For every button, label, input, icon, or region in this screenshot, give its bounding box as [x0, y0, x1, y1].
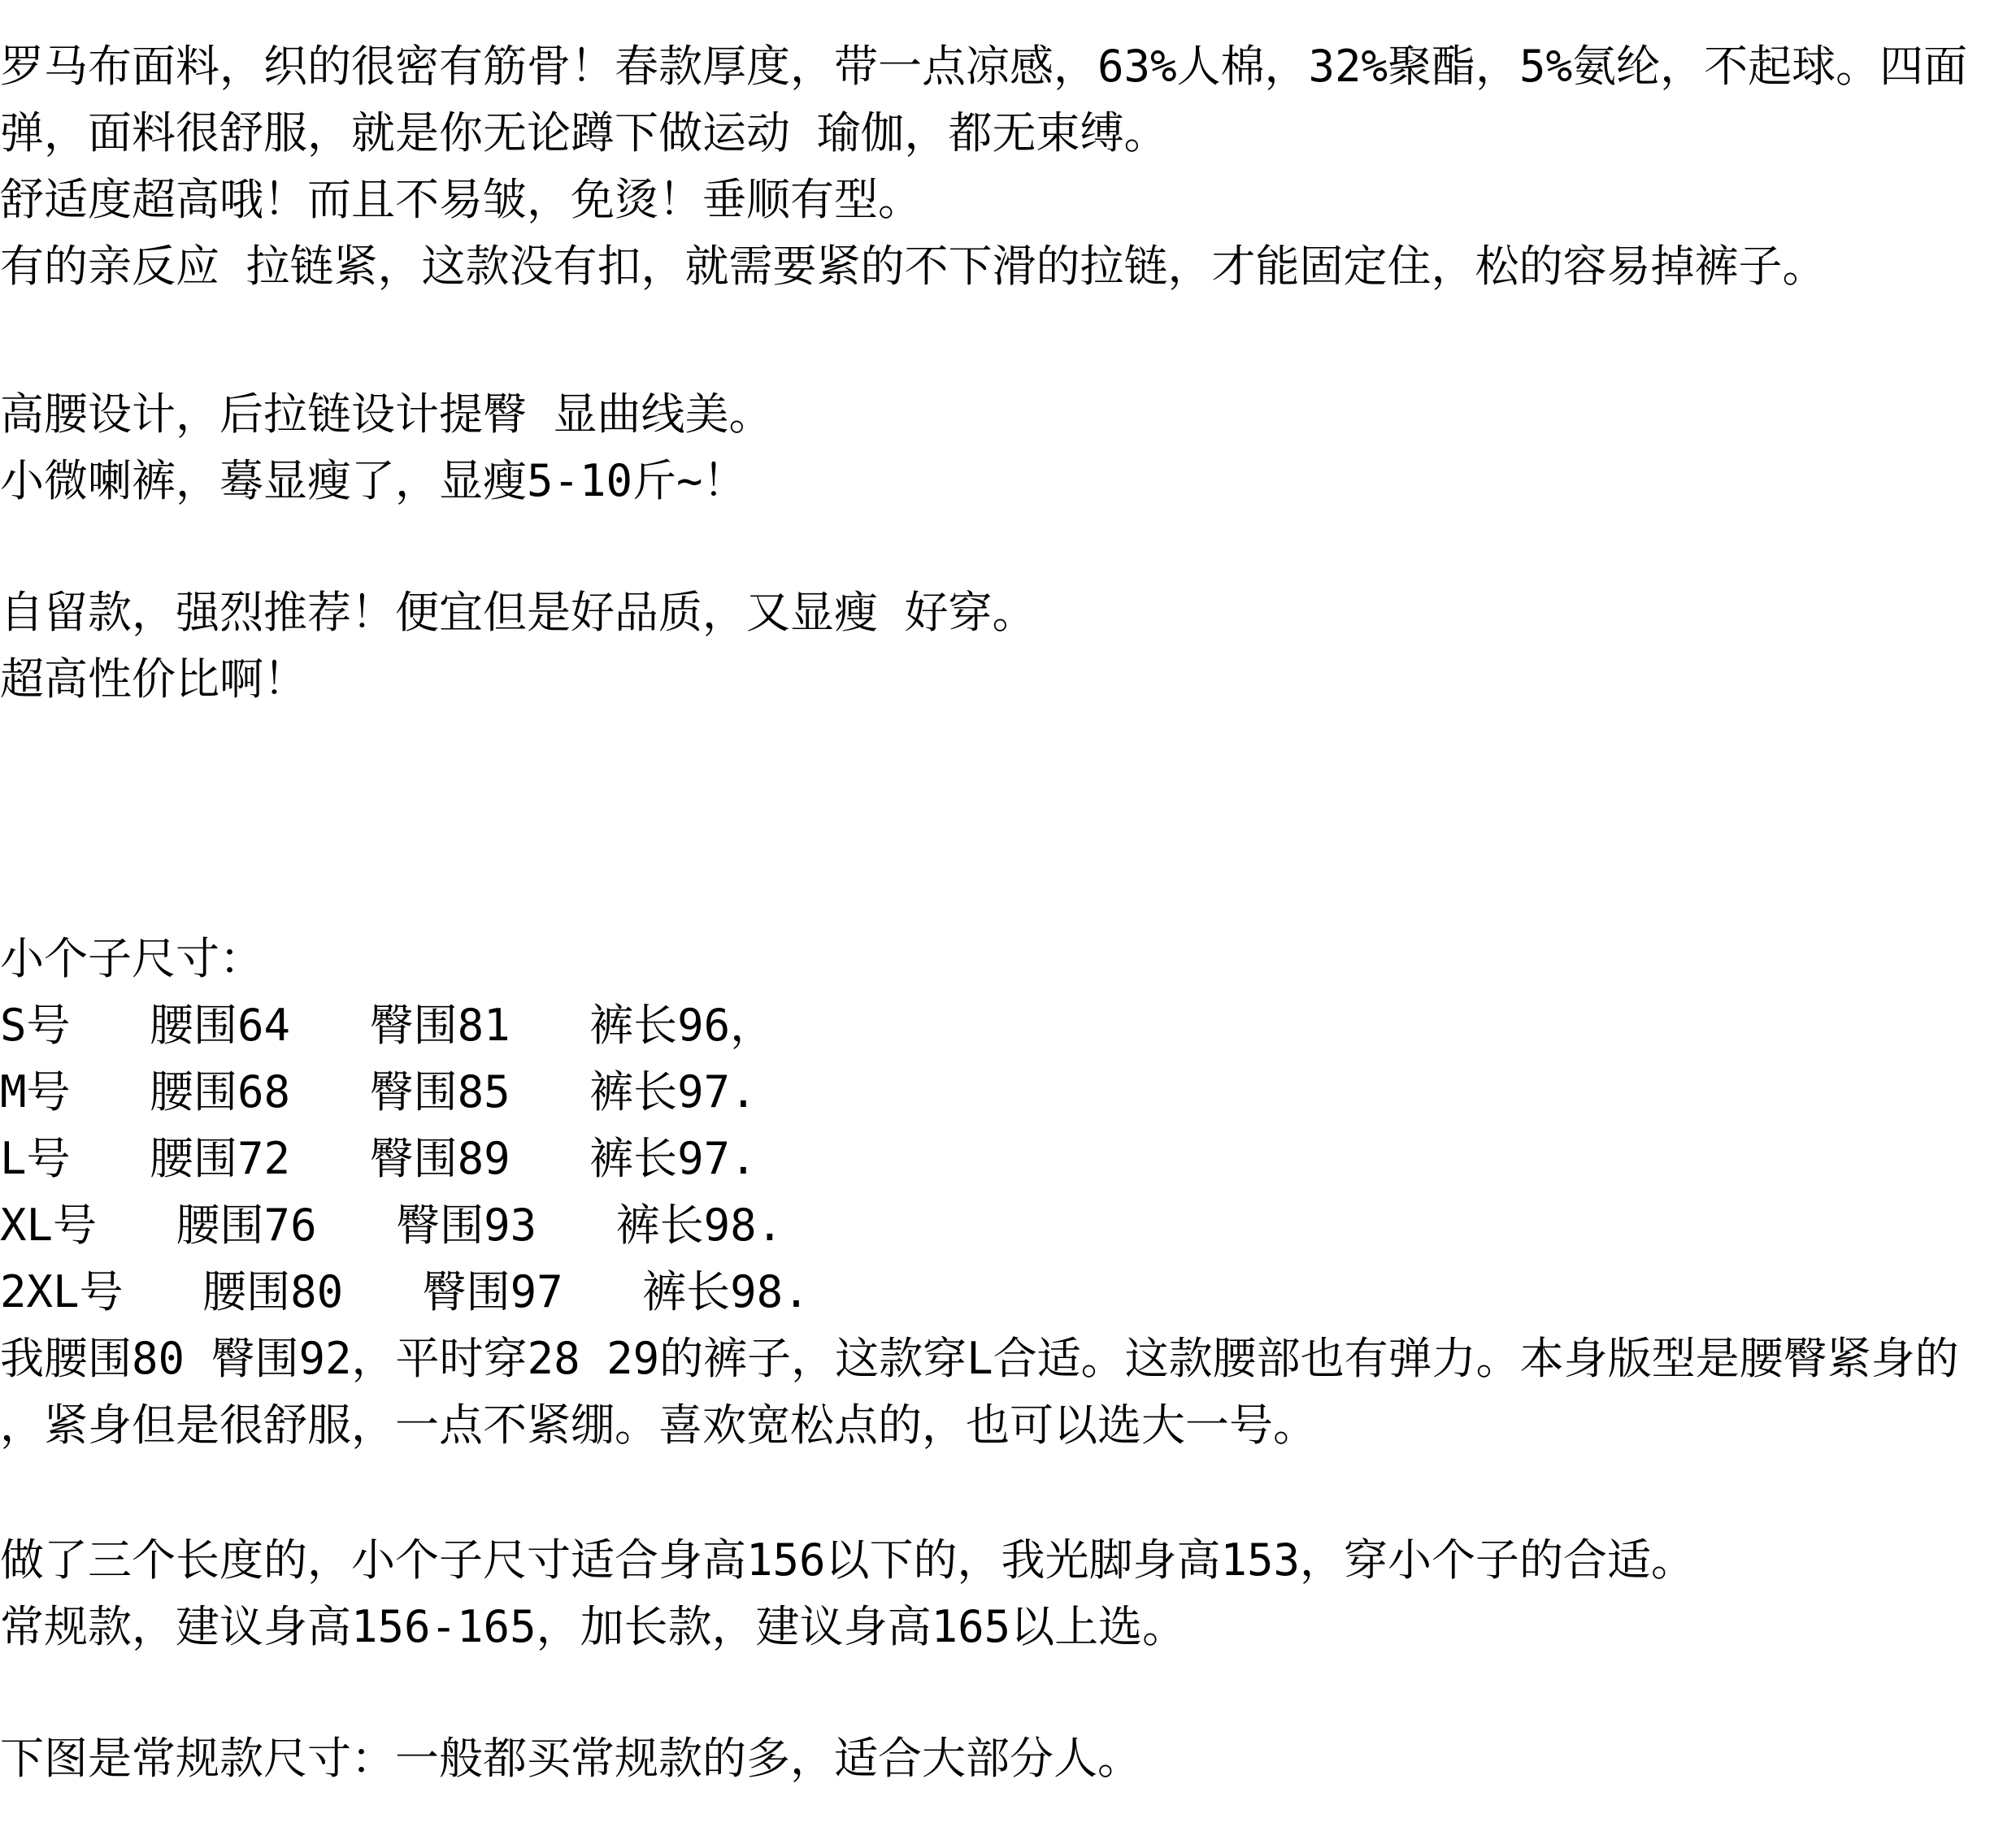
fit-note-line-1: 我腰围80 臀围92，平时穿28 29的裤子，这款穿L合适。这款腰部也有弹力。本身版型是腰臀紧身的: [0, 1333, 1959, 1384]
length-note-line-1: 做了三个长度的，小个子尺寸适合身高156以下的，我光脚身高153，穿小个子的合适。: [0, 1534, 1696, 1586]
size-row-m: M号 腰围68 臀围85 裤长97.: [0, 1066, 757, 1117]
size-chart-heading: 小个子尺寸：: [0, 933, 263, 984]
design-line-1: 高腰设计，后拉链设计提臀 显曲线美。: [0, 388, 773, 440]
zipper-note-line: 有的亲反应 拉链紧，这款没有扣，就需要紧的不下滑的拉链，才能固定住，松的容易掉裤子。: [0, 241, 1827, 292]
size-row-xl: XL号 腰围76 臀围93 裤长98.: [0, 1200, 784, 1251]
fabric-line-2: 弹，面料很舒服，就是你无论蹲下做运动 瑜伽，都无束缚。: [0, 107, 1168, 158]
recommend-line-1: 自留款，强烈推荐！便宜但是好品质，又显瘦 好穿。: [0, 587, 1036, 638]
size-row-l: L号 腰围72 臀围89 裤长97.: [0, 1133, 757, 1184]
comfort-line: 舒适度超高哦！而且不易皱，免烫！垂顺有型。: [0, 174, 922, 225]
regular-size-intro: 下图是常规款尺寸：一般都买常规款的多，适合大部分人。: [0, 1733, 1141, 1784]
size-row-s: S号 腰围64 臀围81 裤长96，: [0, 1000, 775, 1051]
fabric-line-1: 罗马布面料，织的很密有筋骨！春款厚度，带一点凉感，63%人棉，32%聚酯，5%氨纶，不起球。四面: [0, 41, 1968, 92]
design-line-2: 小微喇裤，蓦显瘦了，显瘦5-10斤~！: [0, 455, 747, 506]
length-note-line-2: 常规款，建议身高156-165，加长款，建议身高165以上选。: [0, 1601, 1187, 1652]
fit-note-line-2: ，紧身但是很舒服，一点不紧绷。喜欢宽松点的，也可以选大一号。: [0, 1400, 1317, 1451]
recommend-line-2: 超高性价比啊！: [0, 653, 307, 705]
size-row-2xl: 2XL号 腰围80 臀围97 裤长98.: [0, 1266, 810, 1317]
